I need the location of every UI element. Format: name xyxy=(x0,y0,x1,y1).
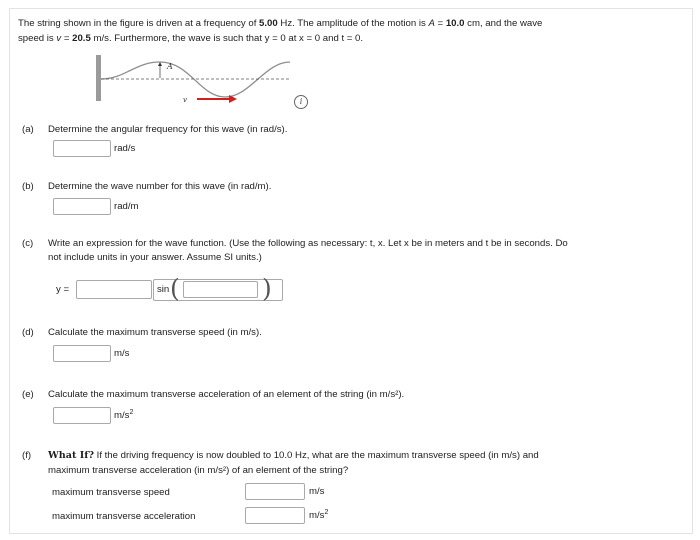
max-accel-input[interactable] xyxy=(245,507,305,524)
question-f-text-1: What If? If the driving frequency is now doubled to 10.0 Hz, what are the maximum transverse speed (in m/s) and xyxy=(48,450,539,461)
max-accel-label: maximum transverse acceleration xyxy=(52,511,196,522)
answer-b-input[interactable] xyxy=(53,198,111,215)
wall-post xyxy=(96,55,101,101)
answer-d-unit: m/s xyxy=(114,348,130,359)
question-c-label: (c) xyxy=(22,238,34,249)
answer-d-input[interactable] xyxy=(53,345,111,362)
sin-label: sin xyxy=(157,284,170,295)
close-paren: ) xyxy=(262,274,272,303)
max-speed-unit: m/s xyxy=(309,486,325,497)
question-d: (d) Calculate the maximum transverse speed (in m/s). xyxy=(22,327,262,338)
question-c-text-1: Write an expression for the wave function. (Use the following as necessary: t, x. Let x be in meters and t be in seconds. Do xyxy=(48,238,568,249)
wave-string xyxy=(101,62,290,97)
problem-statement: The string shown in the figure is driven at a frequency of 5.00 Hz. The amplitude of the motion is A = 10.0 cm, and the wave speed is v = 20.5 m/s. Furthermore, the wave is such that y = 0 at x = 0 and t = 0. xyxy=(18,18,543,44)
velocity-label: v xyxy=(183,96,187,104)
max-speed-input[interactable] xyxy=(245,483,305,500)
answer-e-input[interactable] xyxy=(53,407,111,424)
question-f-text-2: maximum transverse acceleration (in m/s²) of an element of the string? xyxy=(48,465,349,476)
amplitude-input[interactable] xyxy=(76,280,152,299)
answer-b-unit: rad/m xyxy=(114,201,139,212)
question-e: (e) Calculate the maximum transverse acceleration of an element of the string (in m/s²). xyxy=(22,389,405,400)
answer-a-unit: rad/s xyxy=(114,143,136,154)
amplitude-label: A xyxy=(167,62,173,71)
y-equals-label: y = xyxy=(56,284,70,295)
question-c-text-2: not include units in your answer. Assume SI units.) xyxy=(48,252,262,263)
open-paren: ( xyxy=(170,274,180,303)
answer-a-input[interactable] xyxy=(53,140,111,157)
question-a: (a) Determine the angular frequency for this wave (in rad/s). xyxy=(22,124,288,135)
answer-e-unit: $m/s^2$ xyxy=(114,409,134,422)
info-icon[interactable]: i xyxy=(294,95,308,109)
phase-input[interactable] xyxy=(183,281,258,298)
question-b: (b) Determine the wave number for this wave (in rad/m). xyxy=(22,181,272,192)
max-accel-unit: $m/s^2$ xyxy=(309,509,329,522)
question-f-label: (f) xyxy=(22,450,32,461)
max-speed-label: maximum transverse speed xyxy=(52,487,170,498)
